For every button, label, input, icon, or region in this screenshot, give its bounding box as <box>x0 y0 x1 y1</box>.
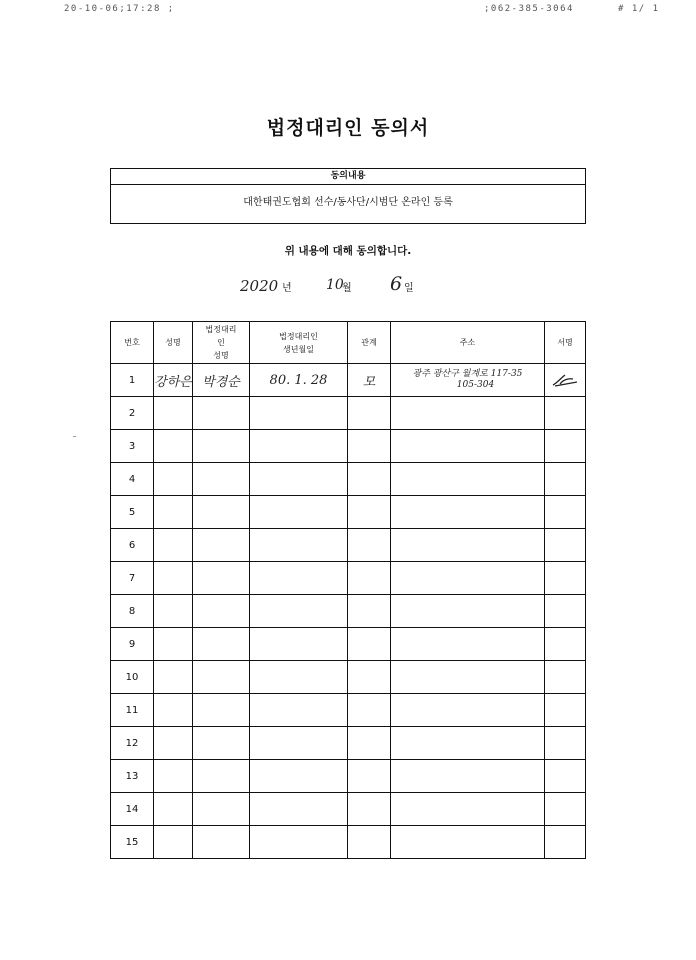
guardian-dob-cell <box>250 397 348 430</box>
table-row <box>111 430 586 463</box>
header-name: 성명 <box>154 322 193 364</box>
table-row <box>111 562 586 595</box>
table-row <box>111 529 586 562</box>
guardian-name-cell <box>193 661 250 694</box>
date-year: 2020 <box>240 277 279 295</box>
address-cell <box>391 661 545 694</box>
address <box>391 364 545 397</box>
guardian-name-cell <box>193 562 250 595</box>
signature <box>545 364 586 397</box>
relation-cell <box>348 529 391 562</box>
signature-cell <box>545 463 586 496</box>
header-guardian-name <box>193 322 250 364</box>
address-cell <box>391 496 545 529</box>
guardian-name: 박경순 <box>193 364 250 397</box>
guardian-dob-cell <box>250 463 348 496</box>
header-number: 번호 <box>111 322 154 364</box>
address-cell <box>391 463 545 496</box>
relation-cell <box>348 760 391 793</box>
signature-cell <box>545 826 586 859</box>
address-cell <box>391 430 545 463</box>
table-row <box>111 628 586 661</box>
roster-table <box>110 321 586 859</box>
header-relation: 관계 <box>348 322 391 364</box>
relation: 모 <box>348 364 391 397</box>
guardian-dob-cell <box>250 760 348 793</box>
row-number: 12 <box>111 727 154 760</box>
guardian-name-cell <box>193 727 250 760</box>
signature-cell <box>545 397 586 430</box>
signature-cell <box>545 694 586 727</box>
scan-speck <box>73 436 76 437</box>
guardian-name-cell <box>193 496 250 529</box>
consent-heading: 동의내용 <box>111 169 585 185</box>
date-month: 10 <box>326 277 344 293</box>
row-number: 6 <box>111 529 154 562</box>
row-number: 7 <box>111 562 154 595</box>
participant-name-cell <box>154 595 193 628</box>
address-cell <box>391 397 545 430</box>
guardian-dob-cell <box>250 628 348 661</box>
date-month-unit: 월 <box>342 283 352 294</box>
relation-cell <box>348 826 391 859</box>
guardian-name-cell <box>193 463 250 496</box>
guardian-name-cell <box>193 694 250 727</box>
guardian-name-cell <box>193 430 250 463</box>
header-signature: 서명 <box>545 322 586 364</box>
relation-cell <box>348 397 391 430</box>
guardian-name-cell <box>193 760 250 793</box>
guardian-dob-cell <box>250 430 348 463</box>
participant-name-cell <box>154 793 193 826</box>
row-number: 8 <box>111 595 154 628</box>
header-guardian-dob <box>250 322 348 364</box>
date-day-unit: 일 <box>404 283 414 294</box>
relation-cell <box>348 595 391 628</box>
header-guardian-name-line2: 인 <box>217 338 225 347</box>
participant-name-cell <box>154 463 193 496</box>
row-number: 15 <box>111 826 154 859</box>
address-cell <box>391 529 545 562</box>
header-guardian-name-line1: 법정대리 <box>205 325 237 334</box>
fax-page-count: # 1/ 1 <box>618 4 660 14</box>
signature-cell <box>545 529 586 562</box>
agreement-statement: 위 내용에 대해 동의합니다. <box>284 245 412 257</box>
guardian-dob-cell <box>250 694 348 727</box>
row-number: 9 <box>111 628 154 661</box>
row-number: 2 <box>111 397 154 430</box>
guardian-dob-cell <box>250 562 348 595</box>
signature-cell <box>545 496 586 529</box>
guardian-name-cell <box>193 397 250 430</box>
relation-cell <box>348 496 391 529</box>
participant-name-cell <box>154 727 193 760</box>
table-row <box>111 793 586 826</box>
guardian-dob-cell <box>250 727 348 760</box>
participant-name-cell <box>154 430 193 463</box>
participant-name-cell <box>154 397 193 430</box>
table-row <box>111 826 586 859</box>
signature-cell <box>545 760 586 793</box>
signature-cell <box>545 661 586 694</box>
row-number: 13 <box>111 760 154 793</box>
address-cell <box>391 727 545 760</box>
header-guardian-name-line3: 성명 <box>213 351 229 360</box>
participant-name-cell <box>154 496 193 529</box>
relation-cell <box>348 727 391 760</box>
address-cell <box>391 760 545 793</box>
consent-text: 대한태권도협회 선수/동사단/시범단 온라인 등록 <box>243 197 453 208</box>
header-guardian-dob-line2: 생년월일 <box>283 344 314 354</box>
fax-header <box>0 4 696 18</box>
guardian-dob-cell <box>250 793 348 826</box>
signature-cell <box>545 628 586 661</box>
participant-name-cell <box>154 661 193 694</box>
date-year-unit: 년 <box>282 283 292 294</box>
header-address: 주소 <box>391 322 545 364</box>
relation-cell <box>348 562 391 595</box>
row-number: 4 <box>111 463 154 496</box>
participant-name: 강하은 <box>154 364 193 397</box>
address-cell <box>391 694 545 727</box>
signature-cell <box>545 595 586 628</box>
participant-name-cell <box>154 694 193 727</box>
relation-cell <box>348 694 391 727</box>
row-number: 11 <box>111 694 154 727</box>
address-line1: 광주 광산구 월계로 117-35 <box>412 369 523 379</box>
guardian-name-cell <box>193 595 250 628</box>
signature-cell <box>545 562 586 595</box>
address-cell <box>391 562 545 595</box>
guardian-name-cell <box>193 793 250 826</box>
fax-number: ;062-385-3064 <box>484 4 574 14</box>
signature-cell <box>545 727 586 760</box>
consent-box <box>110 168 586 224</box>
row-number: 5 <box>111 496 154 529</box>
guardian-dob: 80. 1. 28 <box>250 364 348 397</box>
guardian-dob-cell <box>250 595 348 628</box>
table-row <box>111 595 586 628</box>
guardian-dob-cell <box>250 661 348 694</box>
address-cell <box>391 628 545 661</box>
relation-cell <box>348 463 391 496</box>
header-guardian-dob-line1: 법정대리인 <box>279 331 318 341</box>
signature-scribble-icon <box>551 372 579 388</box>
address-cell <box>391 793 545 826</box>
date-day: 6 <box>390 273 403 295</box>
relation-cell <box>348 661 391 694</box>
table-row <box>111 661 586 694</box>
document-title: 법정대리인 동의서 <box>266 117 430 139</box>
table-row <box>111 694 586 727</box>
participant-name-cell <box>154 628 193 661</box>
row-number: 3 <box>111 430 154 463</box>
relation-cell <box>348 793 391 826</box>
fax-timestamp: 20-10-06;17:28 ; <box>64 4 175 14</box>
guardian-dob-cell <box>250 496 348 529</box>
guardian-dob-cell <box>250 826 348 859</box>
participant-name-cell <box>154 826 193 859</box>
signature-cell <box>545 793 586 826</box>
table-header-row <box>111 322 586 364</box>
address-cell <box>391 826 545 859</box>
table-row <box>111 760 586 793</box>
guardian-name-cell <box>193 628 250 661</box>
relation-cell <box>348 430 391 463</box>
guardian-name-cell <box>193 529 250 562</box>
address-line2: 105-304 <box>456 380 495 390</box>
table-row <box>111 397 586 430</box>
guardian-name-cell <box>193 826 250 859</box>
table-row <box>111 496 586 529</box>
participant-name-cell <box>154 529 193 562</box>
row-number: 1 <box>111 364 154 397</box>
address-cell <box>391 595 545 628</box>
signature-cell <box>545 430 586 463</box>
participant-name-cell <box>154 562 193 595</box>
relation-cell <box>348 628 391 661</box>
table-row <box>111 364 586 397</box>
row-number: 10 <box>111 661 154 694</box>
guardian-dob-cell <box>250 529 348 562</box>
row-number: 14 <box>111 793 154 826</box>
table-row <box>111 463 586 496</box>
participant-name-cell <box>154 760 193 793</box>
table-row <box>111 727 586 760</box>
